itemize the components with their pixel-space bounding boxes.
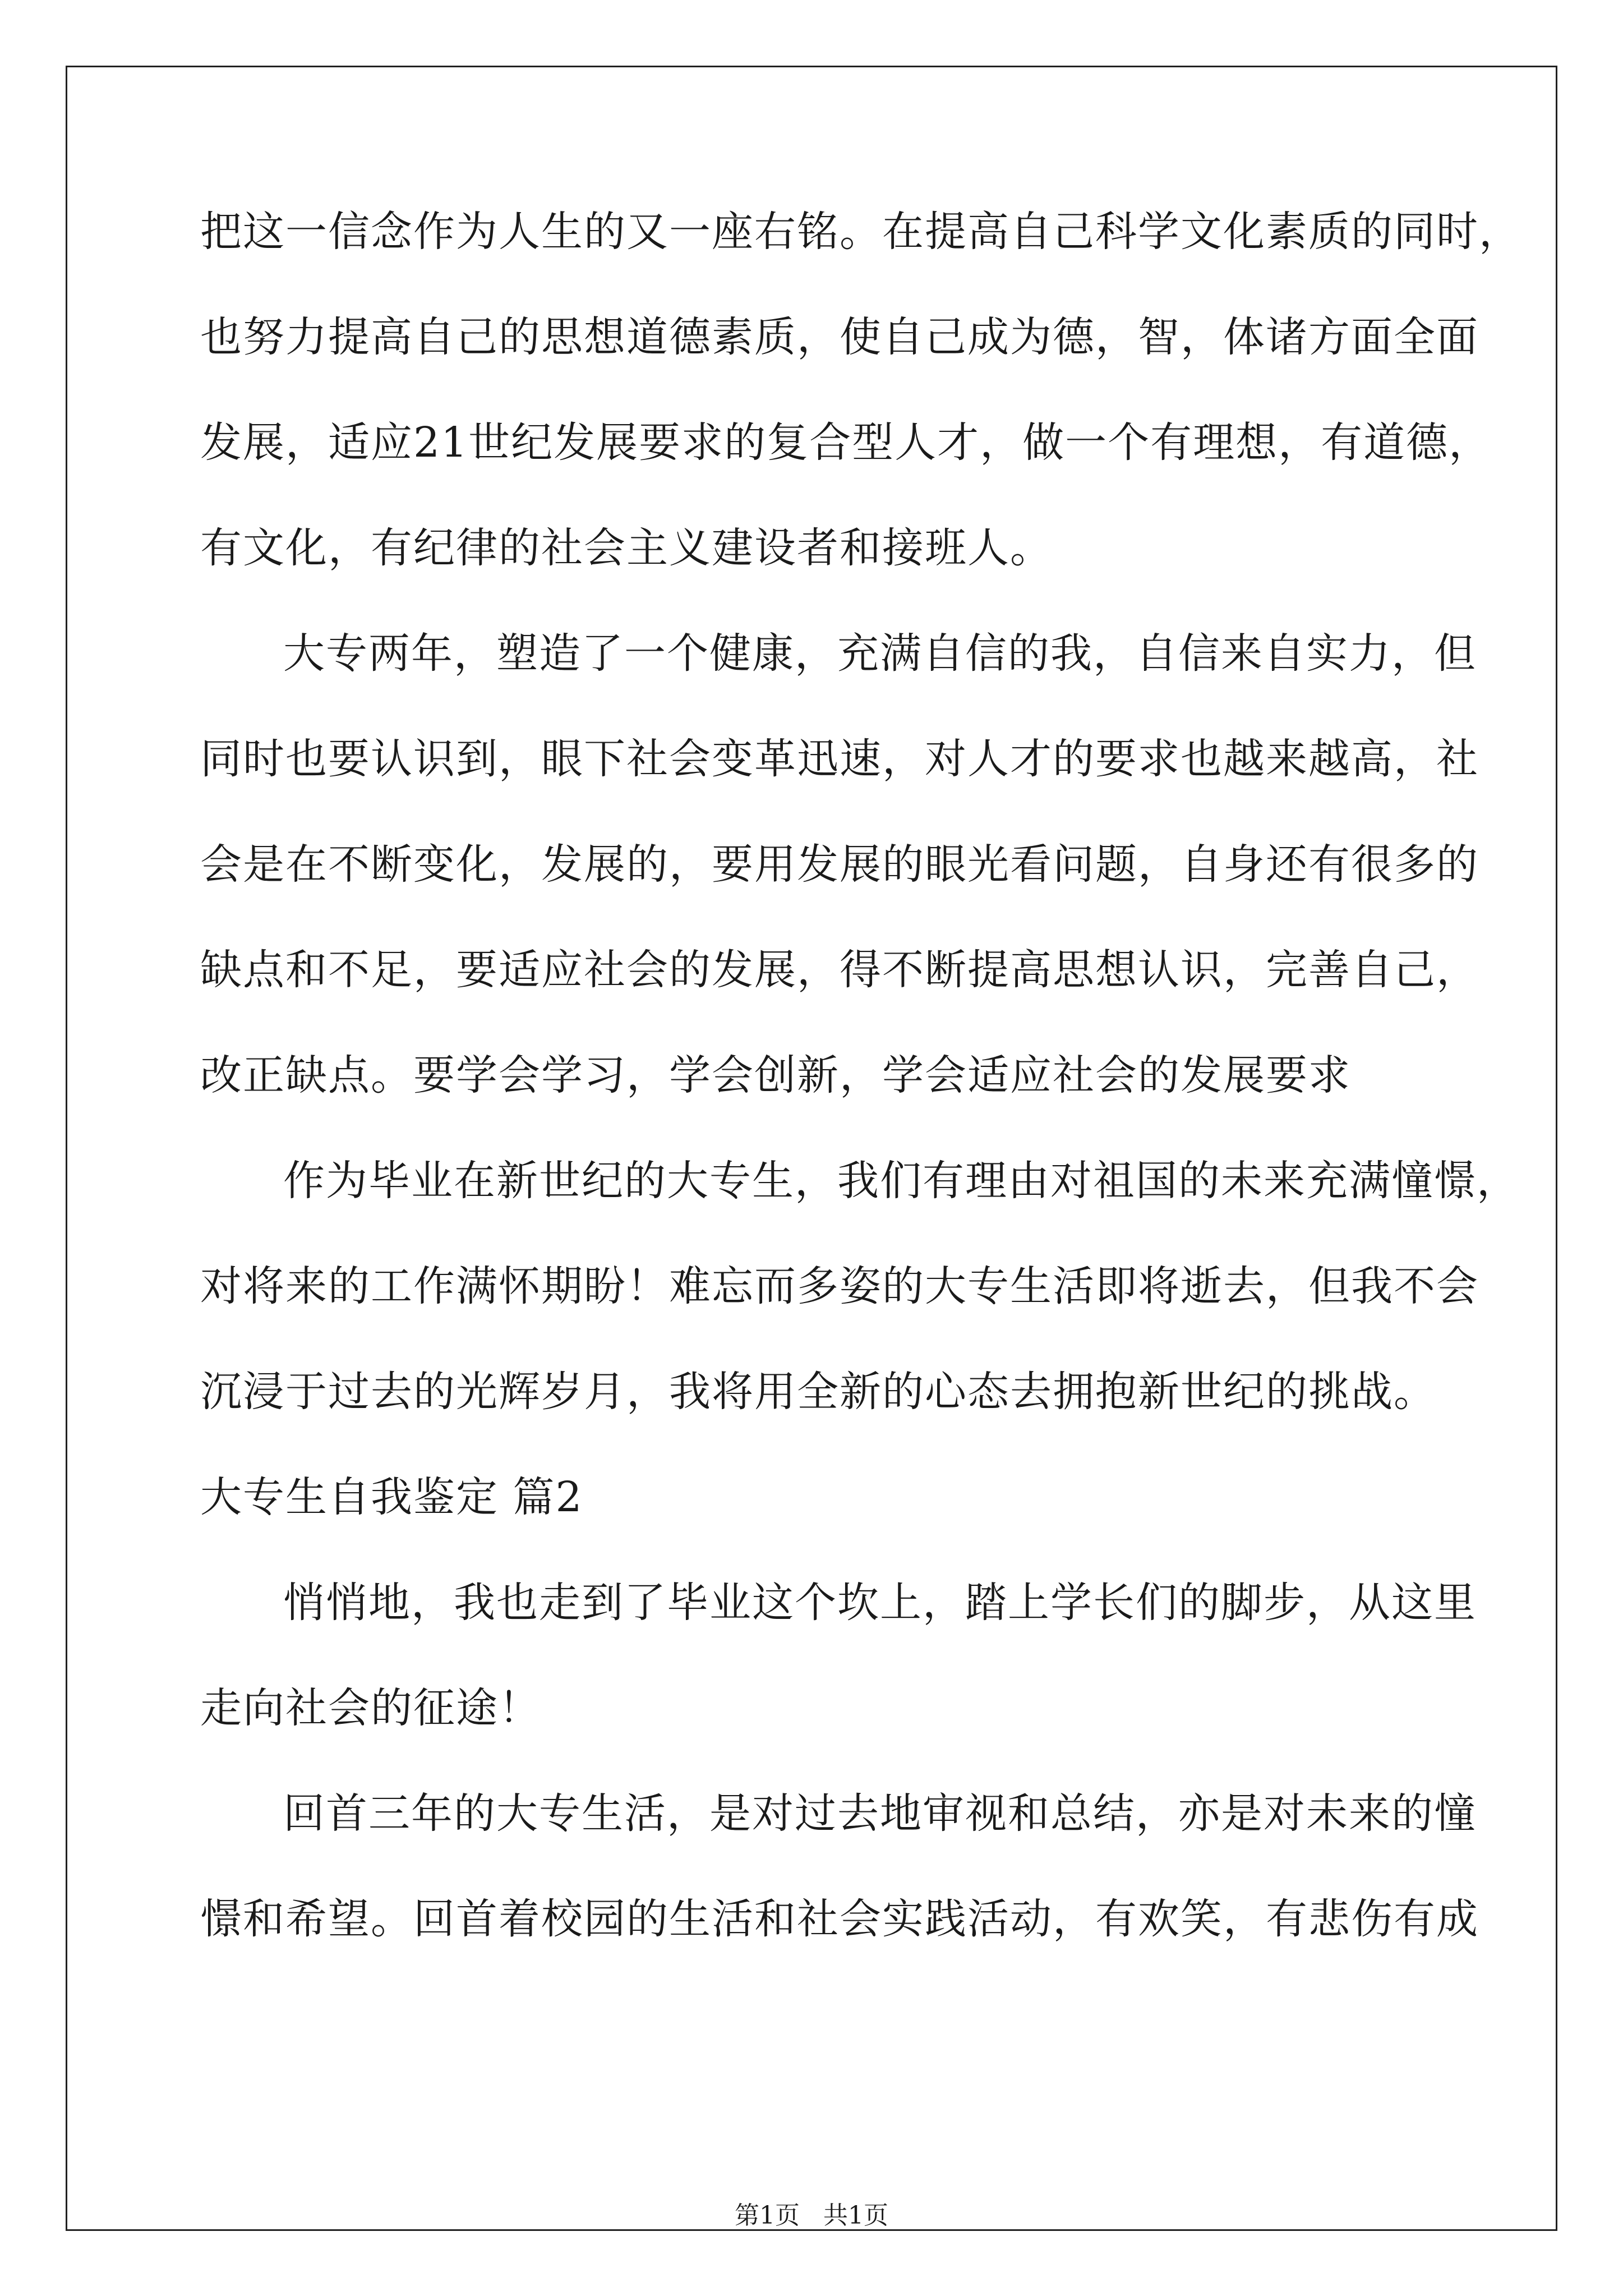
text-line: 悄悄地，我也走到了毕业这个坎上，踏上学长们的脚步，从这里 bbox=[283, 1579, 1477, 1627]
text-line: 大专两年，塑造了一个健康，充满自信的我，自信来自实力，但 bbox=[283, 629, 1477, 678]
text-line: 会是在不断变化，发展的，要用发展的眼光看问题，自身还有很多的 bbox=[200, 840, 1479, 889]
text-line: 沉浸于过去的光辉岁月，我将用全新的心态去拥抱新世纪的挑战。 bbox=[200, 1368, 1436, 1416]
text-line: 缺点和不足，要适应社会的发展，得不断提高思想认识，完善自己， bbox=[200, 946, 1479, 994]
text-line: 作为毕业在新世纪的大专生，我们有理由对祖国的未来充满憧憬， bbox=[283, 1157, 1519, 1205]
text-line: 也努力提高自己的思想道德素质，使自己成为德，智，体诸方面全面 bbox=[200, 313, 1479, 361]
text-line: 对将来的工作满怀期盼！难忘而多姿的大专生活即将逝去，但我不会 bbox=[200, 1262, 1479, 1310]
text-line: 回首三年的大专生活，是对过去地审视和总结，亦是对未来的憧 bbox=[283, 1789, 1477, 1838]
page-footer: 第1页 共1页 bbox=[735, 2201, 888, 2230]
text-line: 把这一信念作为人生的又一座右铭。在提高自己科学文化素质的同时， bbox=[200, 208, 1521, 256]
section-heading: 大专生自我鉴定 篇2 bbox=[200, 1473, 583, 1521]
text-line: 憬和希望。回首着校园的生活和社会实践活动，有欢笑，有悲伤有成 bbox=[200, 1895, 1479, 1943]
text-line: 有文化，有纪律的社会主义建设者和接班人。 bbox=[200, 524, 1053, 572]
text-line: 同时也要认识到，眼下社会变革迅速，对人才的要求也越来越高，社 bbox=[200, 735, 1479, 783]
text-line: 发展，适应21世纪发展要求的复合型人才，做一个有理想，有道德， bbox=[200, 418, 1492, 467]
text-line: 走向社会的征途！ bbox=[200, 1684, 541, 1732]
text-line: 改正缺点。要学会学习，学会创新，学会适应社会的发展要求 bbox=[200, 1051, 1351, 1099]
